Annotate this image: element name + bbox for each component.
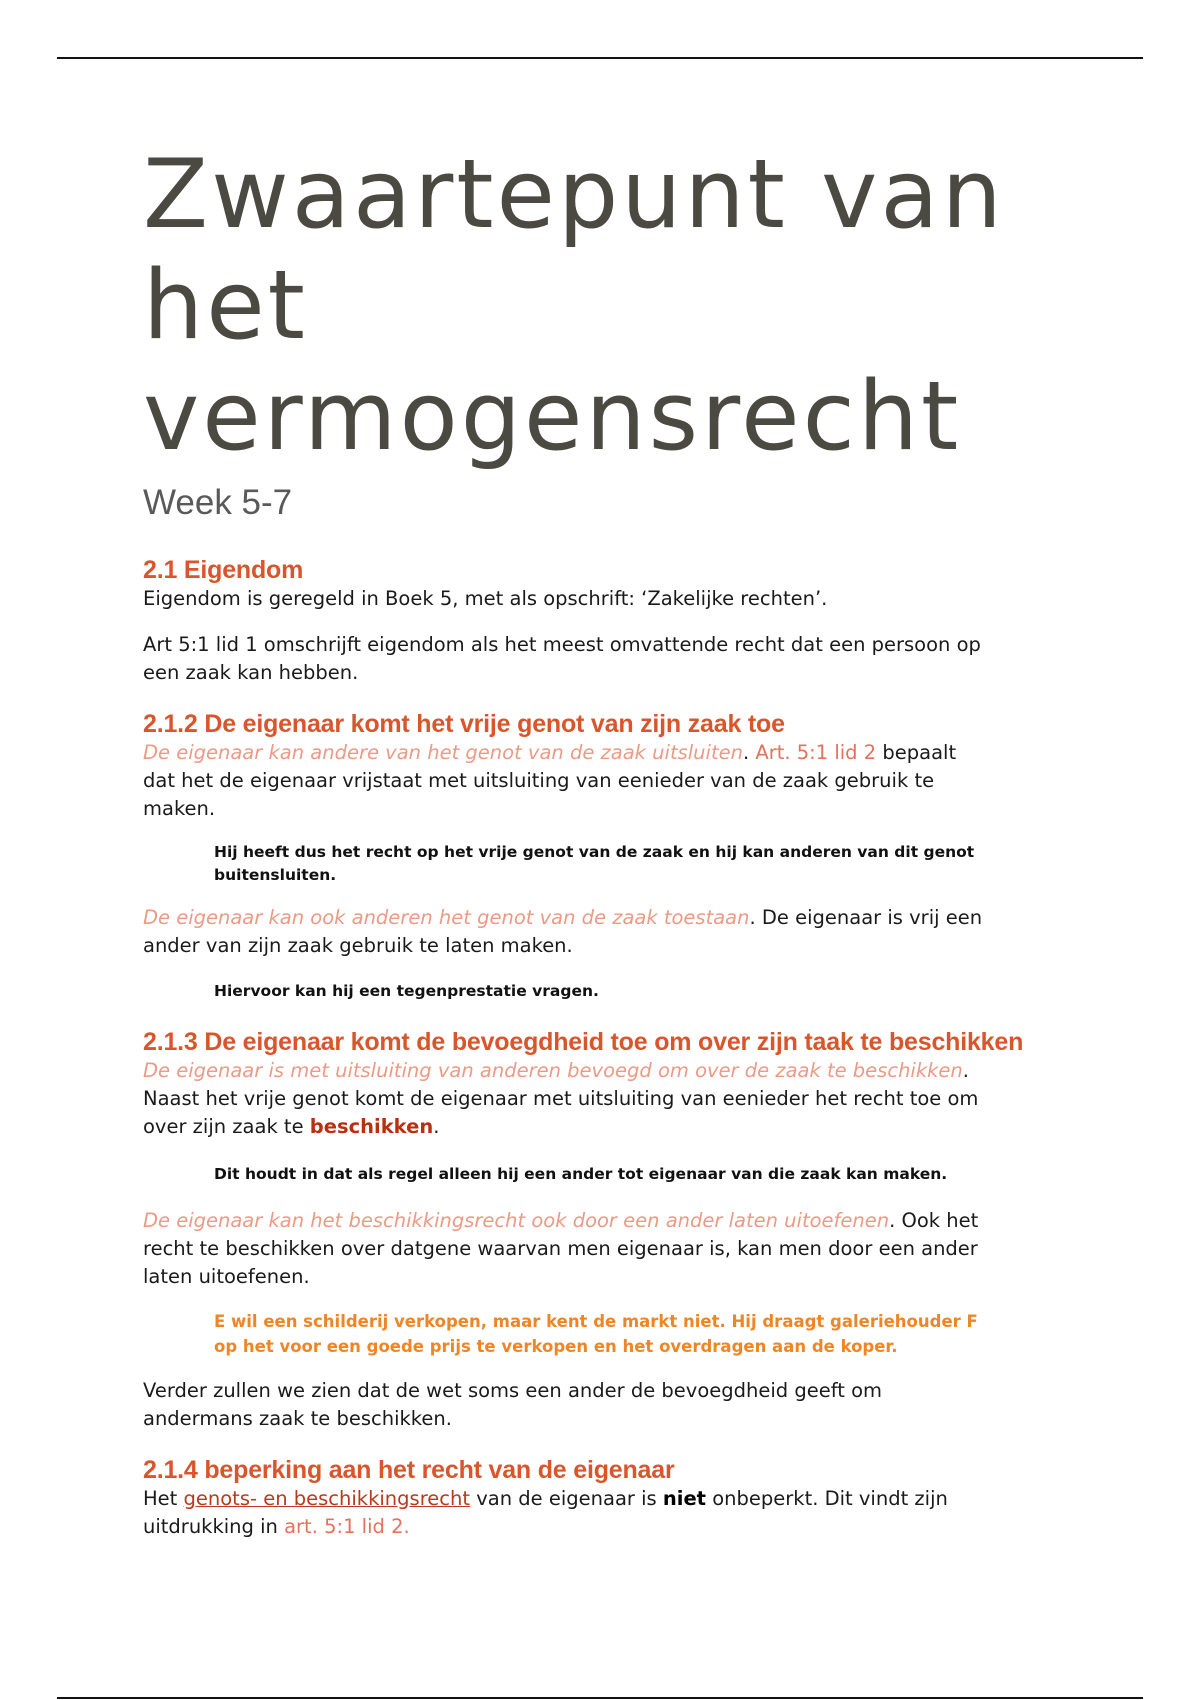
text: Hij heeft dus het recht op het vrije genot van de zaak en hij kan anderen van dit genot — [214, 843, 975, 861]
text: een zaak kan hebben. — [143, 661, 359, 684]
note-2-1-2-a — [214, 841, 1063, 887]
text: Naast het vrije genot komt de eigenaar met uitsluiting van eenieder het recht toe om — [143, 1087, 979, 1110]
paragraph-2-1-a: Eigendom is geregeld in Boek 5, met als opschrift: ‘Zakelijke rechten’. — [143, 587, 828, 610]
text: ander van zijn zaak gebruik te laten maken. — [143, 934, 573, 957]
heading-2-1-2: 2.1.2 De eigenaar komt het vrije genot van zijn zaak toe — [143, 710, 785, 738]
text: . — [433, 1115, 440, 1138]
note-2-1-3-a: Dit houdt in dat als regel alleen hij een ander tot eigenaar van die zaak kan maken. — [214, 1165, 948, 1183]
emphasis: niet — [662, 1487, 707, 1510]
text: Verder zullen we zien dat de wet soms een ander de bevoegdheid geeft om — [143, 1379, 883, 1402]
document-subtitle: Week 5-7 — [143, 483, 293, 522]
text: laten uitoefenen. — [143, 1265, 310, 1288]
paragraph-2-1-3-a — [143, 1057, 1063, 1141]
heading-2-1-4: 2.1.4 beperking aan het recht van de eigenaar — [143, 1456, 675, 1484]
highlighted-statement: De eigenaar is met uitsluiting van anderen bevoegd om over de zaak te beschikken — [143, 1059, 963, 1082]
text: maken. — [143, 797, 216, 820]
text: Art 5:1 lid 1 omschrijft eigendom als het meest omvattende recht dat een persoon op — [143, 633, 981, 656]
text: . De eigenaar is vrij een — [749, 906, 983, 929]
text: buitensluiten. — [214, 866, 337, 884]
title-line-1: Zwaartepunt van — [143, 140, 1005, 250]
example-2-1-3 — [214, 1309, 1074, 1359]
heading-2-1: 2.1 Eigendom — [143, 556, 304, 584]
text: . Ook het — [889, 1209, 979, 1232]
article-reference: art. 5:1 lid 2. — [284, 1515, 410, 1538]
text: over zijn zaak te — [143, 1115, 310, 1138]
paragraph-2-1-3-b — [143, 1207, 1063, 1291]
note-2-1-2-b: Hiervoor kan hij een tegenprestatie vragen. — [214, 982, 599, 1000]
document-body — [143, 140, 1063, 1541]
article-reference: Art. 5:1 lid 2 — [755, 741, 877, 764]
top-rule — [57, 57, 1143, 59]
bottom-rule — [57, 1697, 1143, 1699]
text: van de eigenaar is — [470, 1487, 663, 1510]
highlighted-statement: De eigenaar kan het beschikkingsrecht ook door een ander laten uitoefenen — [143, 1209, 890, 1232]
paragraph-2-1-2-a — [143, 739, 1063, 823]
text: . — [742, 741, 756, 764]
title-line-3: vermogensrecht — [143, 362, 962, 472]
paragraph-2-1-2-b — [143, 904, 1063, 960]
text: . — [962, 1059, 969, 1082]
emphasis: beschikken — [309, 1115, 434, 1138]
paragraph-2-1-3-c — [143, 1377, 1063, 1433]
highlighted-statement: De eigenaar kan ook anderen het genot van de zaak toestaan — [143, 906, 750, 929]
text: andermans zaak te beschikken. — [143, 1407, 452, 1430]
text: bepaalt — [876, 741, 957, 764]
title-line-2: het — [143, 251, 308, 361]
text: Het — [143, 1487, 184, 1510]
text: E wil een schilderij verkopen, maar kent de markt niet. Hij draagt galeriehouder F — [214, 1312, 978, 1331]
text: dat het de eigenaar vrijstaat met uitsluiting van eenieder van de zaak gebruik te — [143, 769, 935, 792]
paragraph-2-1-b — [143, 631, 1063, 687]
underlined-term: genots- en beschikkingsrecht — [183, 1487, 471, 1510]
heading-2-1-3: 2.1.3 De eigenaar komt de bevoegdheid toe om over zijn taak te beschikken — [143, 1028, 1024, 1056]
paragraph-2-1-4 — [143, 1485, 1063, 1541]
document-title — [143, 140, 1063, 473]
highlighted-statement: De eigenaar kan andere van het genot van de zaak uitsluiten — [143, 741, 743, 764]
text: op het voor een goede prijs te verkopen en het overdragen aan de koper. — [214, 1337, 898, 1356]
text: onbeperkt. Dit vindt zijn — [706, 1487, 948, 1510]
text: uitdrukking in — [143, 1515, 285, 1538]
text: recht te beschikken over datgene waarvan men eigenaar is, kan men door een ander — [143, 1237, 978, 1260]
